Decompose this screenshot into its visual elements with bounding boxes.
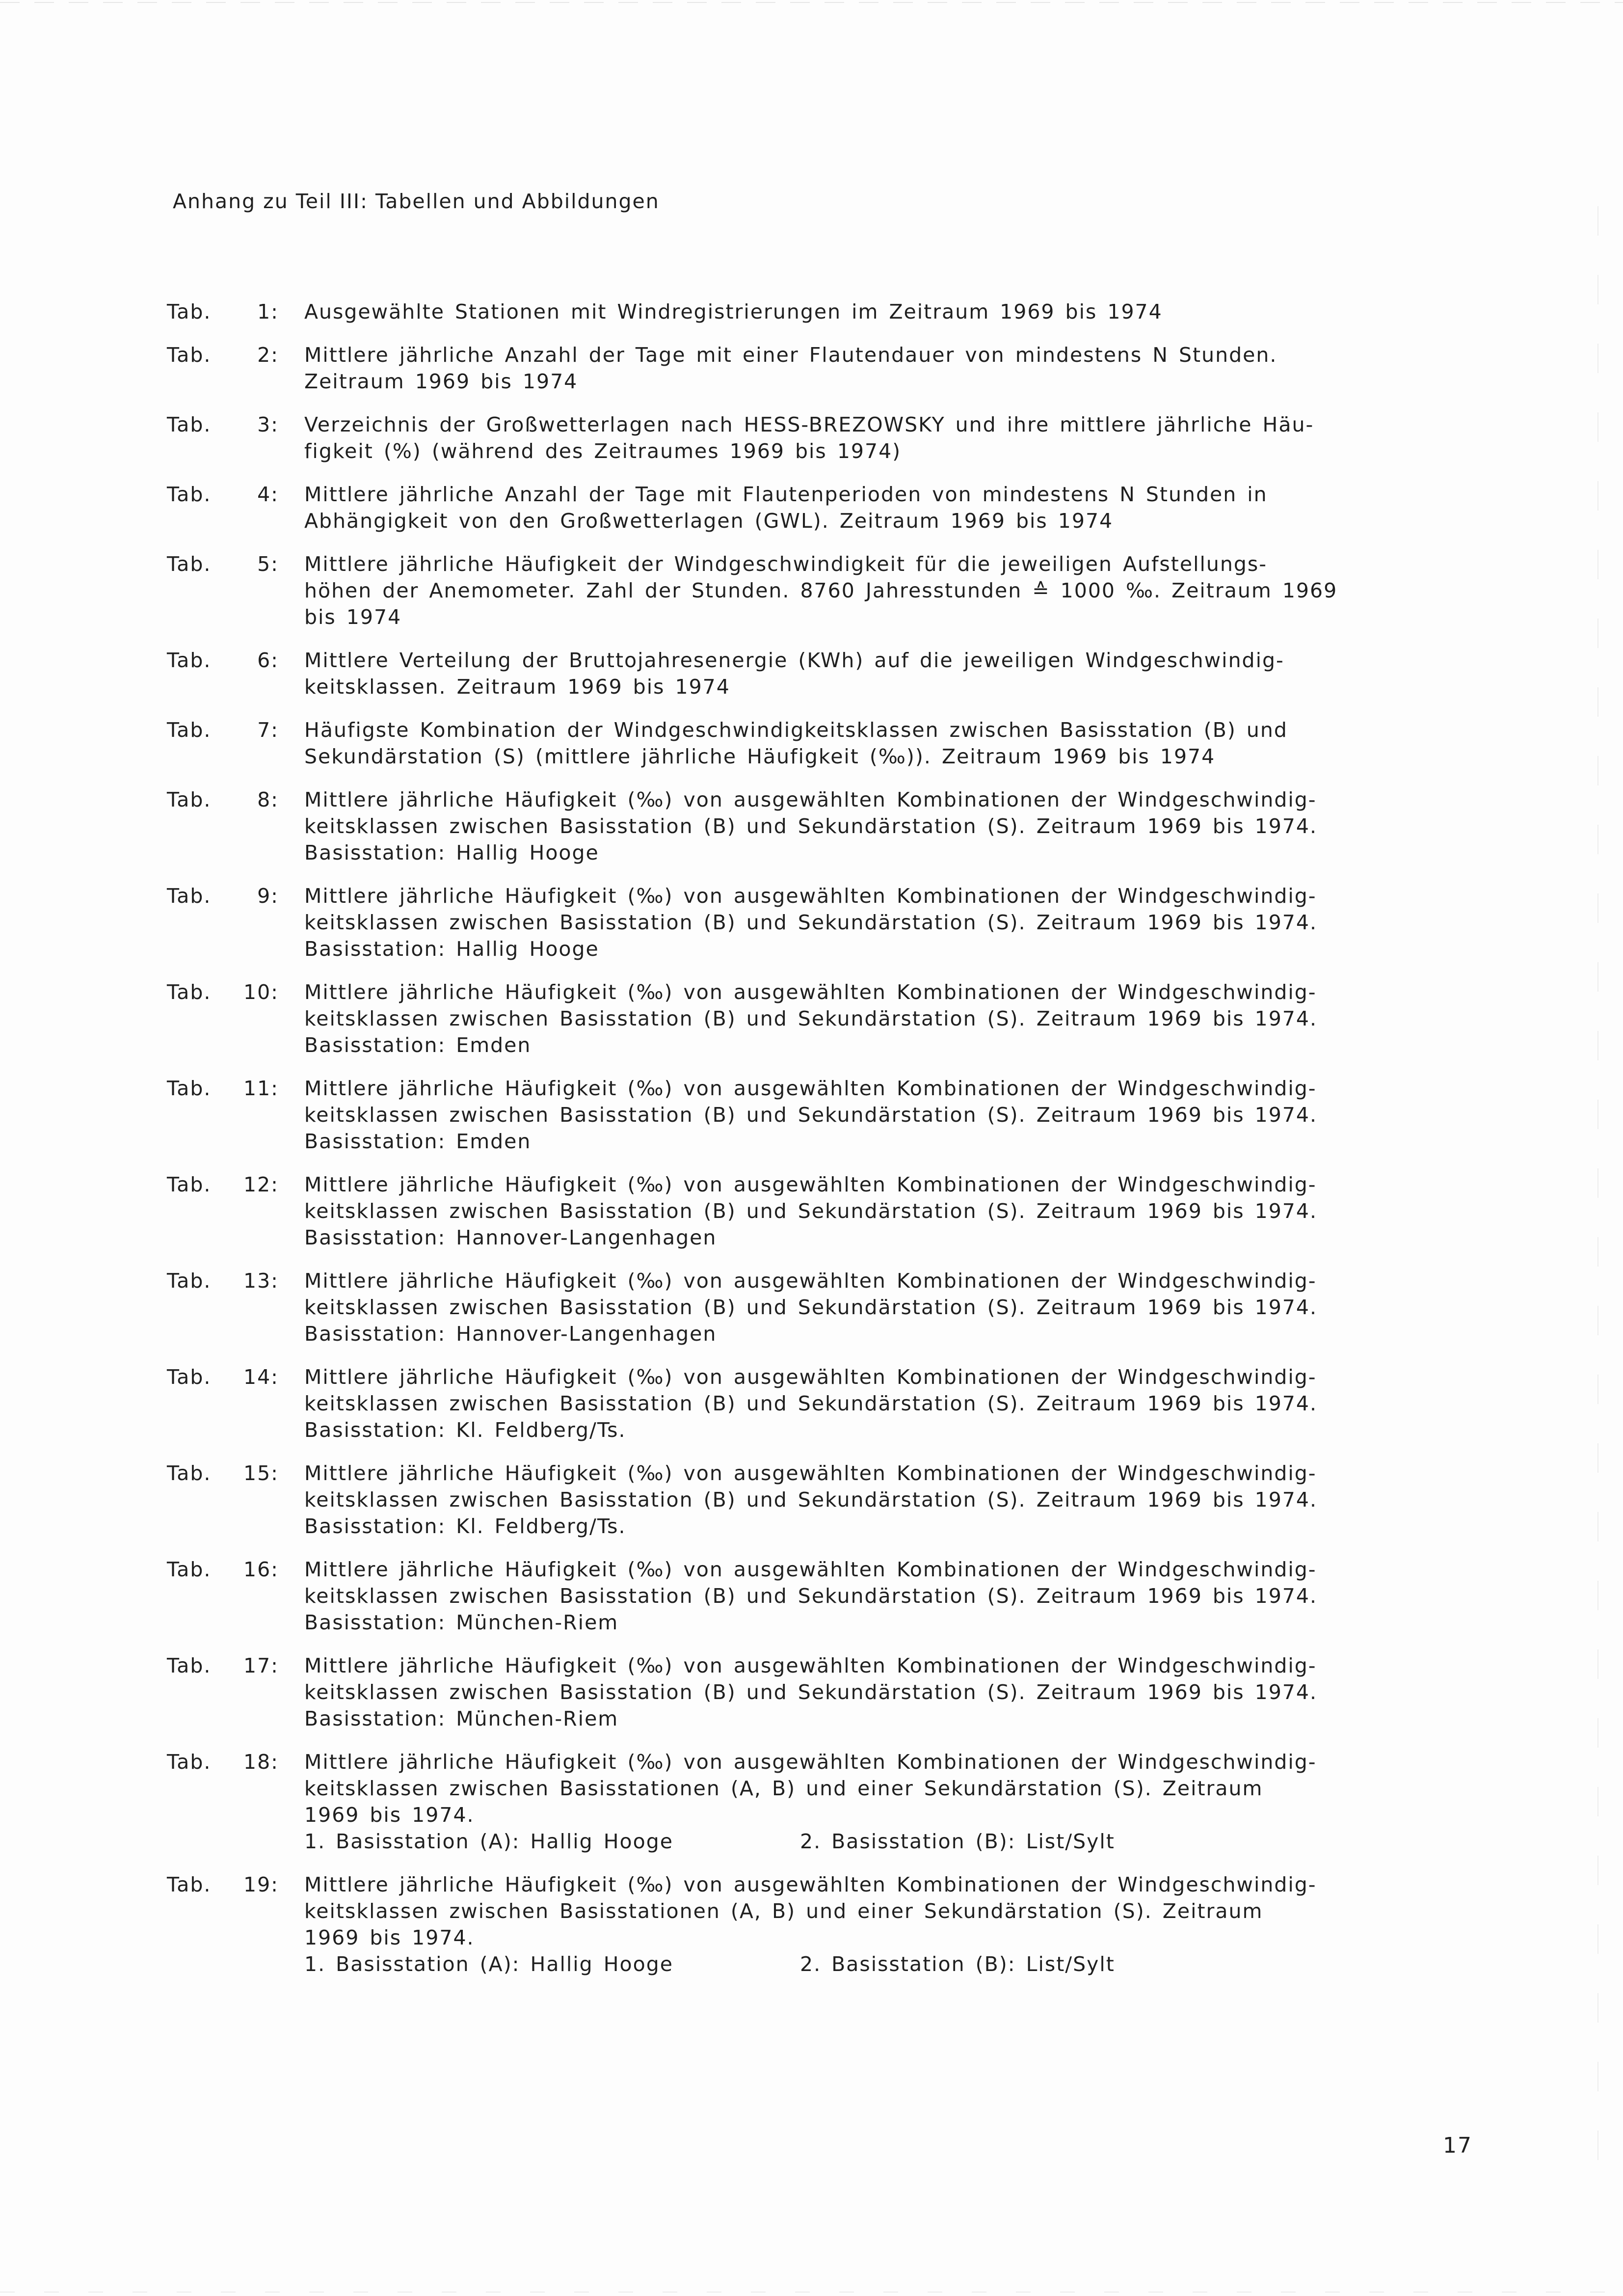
entry-label <box>167 647 304 674</box>
entry-line: keitsklassen zwischen Basisstation (B) und Sekundärstation (S). Zeitraum 1969 bis 1974. <box>304 814 1318 838</box>
entry-line: Mittlere jährliche Häufigkeit (‰) von ausgewählten Kombinationen der Windgeschwindig- <box>304 1558 1317 1581</box>
entry-line: bis 1974 <box>304 605 402 629</box>
entry-line: höhen der Anemometer. Zahl der Stunden. 8760 Jahresstunden ≙ 1000 ‰. Zeitraum 1969 <box>304 579 1338 602</box>
entry-label <box>167 979 304 1005</box>
scan-artifact-top <box>0 2 1623 3</box>
entry-prefix: Tab. <box>167 343 212 367</box>
entry-line: Basisstation: Emden <box>304 1130 532 1153</box>
entry-description <box>304 298 1482 325</box>
toc-entry <box>167 883 1482 962</box>
entry-prefix: Tab. <box>167 980 212 1004</box>
entry-number: 16: <box>243 1558 279 1581</box>
entry-label <box>167 342 304 368</box>
entry-number: 8: <box>257 788 279 811</box>
entry-prefix: Tab. <box>167 648 212 672</box>
entry-line: Mittlere jährliche Häufigkeit (‰) von ausgewählten Kombinationen der Windgeschwindig- <box>304 1461 1317 1485</box>
entry-number: 14: <box>243 1365 279 1389</box>
entry-label <box>167 551 304 577</box>
entry-description <box>304 1460 1482 1540</box>
toc-entry <box>167 411 1482 464</box>
entry-line: Zeitraum 1969 bis 1974 <box>304 370 578 393</box>
entry-line: keitsklassen zwischen Basisstation (B) und Sekundärstation (S). Zeitraum 1969 bis 1974. <box>304 1199 1318 1223</box>
entry-number: 7: <box>257 718 279 742</box>
entry-line: 1969 bis 1974. <box>304 1926 475 1949</box>
entry-number: 17: <box>243 1654 279 1677</box>
entry-prefix: Tab. <box>167 788 212 811</box>
station-item: 2. Basisstation (B): List/Sylt <box>800 1830 1115 1853</box>
toc-entry <box>167 647 1482 700</box>
entry-line: Mittlere jährliche Häufigkeit der Windgeschwindigkeit für die jeweiligen Aufstellungs- <box>304 552 1267 576</box>
entry-prefix: Tab. <box>167 300 212 324</box>
entry-line: keitsklassen zwischen Basisstation (B) und Sekundärstation (S). Zeitraum 1969 bis 1974. <box>304 1680 1318 1704</box>
entry-description <box>304 979 1482 1058</box>
entry-description <box>304 1652 1482 1732</box>
entry-line: Verzeichnis der Großwetterlagen nach HESS-BREZOWSKY und ihre mittlere jährliche Häu- <box>304 413 1314 436</box>
entry-line: keitsklassen zwischen Basisstation (B) und Sekundärstation (S). Zeitraum 1969 bis 1974. <box>304 1584 1318 1608</box>
entry-prefix: Tab. <box>167 1077 212 1100</box>
entry-line: Basisstation: München-Riem <box>304 1707 619 1730</box>
entry-line: Mittlere Verteilung der Bruttojahresenergie (KWh) auf die jeweiligen Windgeschwindig- <box>304 648 1284 672</box>
entry-line: Mittlere jährliche Häufigkeit (‰) von ausgewählten Kombinationen der Windgeschwindig- <box>304 884 1317 908</box>
entry-number: 1: <box>257 300 279 324</box>
entry-prefix: Tab. <box>167 552 212 576</box>
entry-prefix: Tab. <box>167 1654 212 1677</box>
station-item: 1. Basisstation (A): Hallig Hooge <box>304 1952 673 1976</box>
entry-label <box>167 1364 304 1390</box>
entry-line: Sekundärstation (S) (mittlere jährliche Häufigkeit (‰)). Zeitraum 1969 bis 1974 <box>304 745 1216 768</box>
entry-line: keitsklassen zwischen Basisstation (B) und Sekundärstation (S). Zeitraum 1969 bis 1974. <box>304 1488 1318 1512</box>
toc-entry <box>167 1364 1482 1443</box>
entry-line: Mittlere jährliche Häufigkeit (‰) von ausgewählten Kombinationen der Windgeschwindig- <box>304 1077 1317 1100</box>
station-list <box>304 1951 1482 1977</box>
entry-number: 18: <box>243 1750 279 1774</box>
entry-label <box>167 1652 304 1679</box>
entry-line: Mittlere jährliche Häufigkeit (‰) von ausgewählten Kombinationen der Windgeschwindig- <box>304 980 1317 1004</box>
entry-label <box>167 1075 304 1102</box>
entry-label <box>167 1556 304 1583</box>
entry-label <box>167 1749 304 1775</box>
toc-entry <box>167 1460 1482 1540</box>
entry-number: 5: <box>257 552 279 576</box>
entry-label <box>167 1871 304 1898</box>
entry-line: keitsklassen zwischen Basisstation (B) und Sekundärstation (S). Zeitraum 1969 bis 1974. <box>304 1007 1318 1030</box>
entry-number: 15: <box>243 1461 279 1485</box>
entry-line: Basisstation: Emden <box>304 1033 532 1057</box>
entry-label <box>167 717 304 743</box>
entry-description <box>304 647 1482 700</box>
entry-prefix: Tab. <box>167 718 212 742</box>
entry-description <box>304 1075 1482 1155</box>
entry-prefix: Tab. <box>167 413 212 436</box>
entry-label <box>167 1268 304 1294</box>
entry-description <box>304 1364 1482 1443</box>
entry-number: 4: <box>257 483 279 506</box>
entry-description <box>304 481 1482 534</box>
entry-description <box>304 411 1482 464</box>
toc-entry <box>167 979 1482 1058</box>
entry-line: Mittlere jährliche Häufigkeit (‰) von ausgewählten Kombinationen der Windgeschwindig- <box>304 1269 1317 1293</box>
entry-description <box>304 883 1482 962</box>
page-heading: Anhang zu Teil III: Tabellen und Abbildungen <box>173 189 660 213</box>
entry-label <box>167 1460 304 1486</box>
toc-entry <box>167 481 1482 534</box>
entry-number: 19: <box>243 1873 279 1896</box>
entry-number: 12: <box>243 1173 279 1196</box>
entry-line: keitsklassen zwischen Basisstation (B) und Sekundärstation (S). Zeitraum 1969 bis 1974. <box>304 1103 1318 1127</box>
entry-number: 9: <box>257 884 279 908</box>
entry-description <box>304 551 1482 630</box>
toc-entry <box>167 717 1482 770</box>
entry-number: 10: <box>243 980 279 1004</box>
toc-entry <box>167 1871 1482 1977</box>
entry-description <box>304 717 1482 770</box>
toc-entry <box>167 1075 1482 1155</box>
entry-number: 3: <box>257 413 279 436</box>
toc-entry <box>167 342 1482 395</box>
entry-line: Basisstation: Hannover-Langenhagen <box>304 1226 717 1249</box>
entry-label <box>167 1171 304 1198</box>
station-list <box>304 1828 1482 1855</box>
entry-line: 1969 bis 1974. <box>304 1803 475 1827</box>
entry-line: Mittlere jährliche Anzahl der Tage mit einer Flautendauer von mindestens N Stunden. <box>304 343 1277 367</box>
entry-number: 11: <box>243 1077 279 1100</box>
toc-entry <box>167 551 1482 630</box>
toc-entry <box>167 1268 1482 1347</box>
entry-prefix: Tab. <box>167 1750 212 1774</box>
entry-label <box>167 481 304 508</box>
entry-description <box>304 1171 1482 1251</box>
entry-number: 2: <box>257 343 279 367</box>
entry-line: Mittlere jährliche Häufigkeit (‰) von ausgewählten Kombinationen der Windgeschwindig- <box>304 1654 1317 1677</box>
entry-line: Basisstation: Hallig Hooge <box>304 841 599 864</box>
entry-line: Basisstation: Kl. Feldberg/Ts. <box>304 1514 626 1538</box>
entry-prefix: Tab. <box>167 884 212 908</box>
entry-prefix: Tab. <box>167 1269 212 1293</box>
toc-entry <box>167 1749 1482 1855</box>
toc-entry <box>167 1556 1482 1636</box>
entry-line: Basisstation: Hannover-Langenhagen <box>304 1322 717 1346</box>
scan-artifact-right <box>1597 206 1598 2170</box>
entry-line: Mittlere jährliche Häufigkeit (‰) von ausgewählten Kombinationen der Windgeschwindig- <box>304 1873 1317 1896</box>
entry-prefix: Tab. <box>167 1873 212 1896</box>
entry-description <box>304 1556 1482 1636</box>
entry-line: Mittlere jährliche Häufigkeit (‰) von ausgewählten Kombinationen der Windgeschwindig- <box>304 788 1317 811</box>
entry-line: Mittlere jährliche Häufigkeit (‰) von ausgewählten Kombinationen der Windgeschwindig- <box>304 1365 1317 1389</box>
entry-line: Mittlere jährliche Häufigkeit (‰) von ausgewählten Kombinationen der Windgeschwindig- <box>304 1173 1317 1196</box>
entry-description <box>304 786 1482 866</box>
entry-prefix: Tab. <box>167 483 212 506</box>
entry-line: Häufigste Kombination der Windgeschwindigkeitsklassen zwischen Basisstation (B) und <box>304 718 1288 742</box>
entry-line: keitsklassen zwischen Basisstationen (A, B) und einer Sekundärstation (S). Zeitraum <box>304 1777 1263 1800</box>
station-item: 2. Basisstation (B): List/Sylt <box>800 1952 1115 1976</box>
entry-description <box>304 1871 1482 1977</box>
entry-line: Basisstation: München-Riem <box>304 1611 619 1634</box>
entry-line: keitsklassen zwischen Basisstation (B) und Sekundärstation (S). Zeitraum 1969 bis 1974. <box>304 1296 1318 1319</box>
scan-artifact-bottom <box>0 2292 1623 2293</box>
entry-line: Mittlere jährliche Häufigkeit (‰) von ausgewählten Kombinationen der Windgeschwindig- <box>304 1750 1317 1774</box>
entry-line: Abhängigkeit von den Großwetterlagen (GWL). Zeitraum 1969 bis 1974 <box>304 509 1114 533</box>
toc-entry <box>167 1652 1482 1732</box>
entry-label <box>167 883 304 909</box>
entry-label <box>167 786 304 813</box>
entry-line: keitsklassen zwischen Basisstationen (A, B) und einer Sekundärstation (S). Zeitraum <box>304 1899 1263 1923</box>
entry-prefix: Tab. <box>167 1461 212 1485</box>
entry-number: 6: <box>257 648 279 672</box>
entry-line: keitsklassen zwischen Basisstation (B) und Sekundärstation (S). Zeitraum 1969 bis 1974. <box>304 911 1318 934</box>
entry-description <box>304 1268 1482 1347</box>
entry-line: figkeit (%) (während des Zeitraumes 1969 bis 1974) <box>304 439 902 463</box>
entry-line: keitsklassen zwischen Basisstation (B) und Sekundärstation (S). Zeitraum 1969 bis 1974. <box>304 1392 1318 1415</box>
entry-prefix: Tab. <box>167 1173 212 1196</box>
entry-line: Basisstation: Kl. Feldberg/Ts. <box>304 1418 626 1442</box>
entry-number: 13: <box>243 1269 279 1293</box>
station-item: 1. Basisstation (A): Hallig Hooge <box>304 1830 673 1853</box>
table-list <box>167 298 1482 1994</box>
entry-label <box>167 411 304 438</box>
page-number: 17 <box>1443 2133 1472 2158</box>
entry-description <box>304 1749 1482 1855</box>
entry-line: Mittlere jährliche Anzahl der Tage mit Flautenperioden von mindestens N Stunden in <box>304 483 1268 506</box>
entry-prefix: Tab. <box>167 1365 212 1389</box>
toc-entry <box>167 786 1482 866</box>
toc-entry <box>167 298 1482 325</box>
entry-label <box>167 298 304 325</box>
entry-line: Basisstation: Hallig Hooge <box>304 937 599 961</box>
toc-entry <box>167 1171 1482 1251</box>
entry-description <box>304 342 1482 395</box>
entry-prefix: Tab. <box>167 1558 212 1581</box>
entry-line: keitsklassen. Zeitraum 1969 bis 1974 <box>304 675 730 699</box>
entry-line: Ausgewählte Stationen mit Windregistrierungen im Zeitraum 1969 bis 1974 <box>304 300 1163 324</box>
